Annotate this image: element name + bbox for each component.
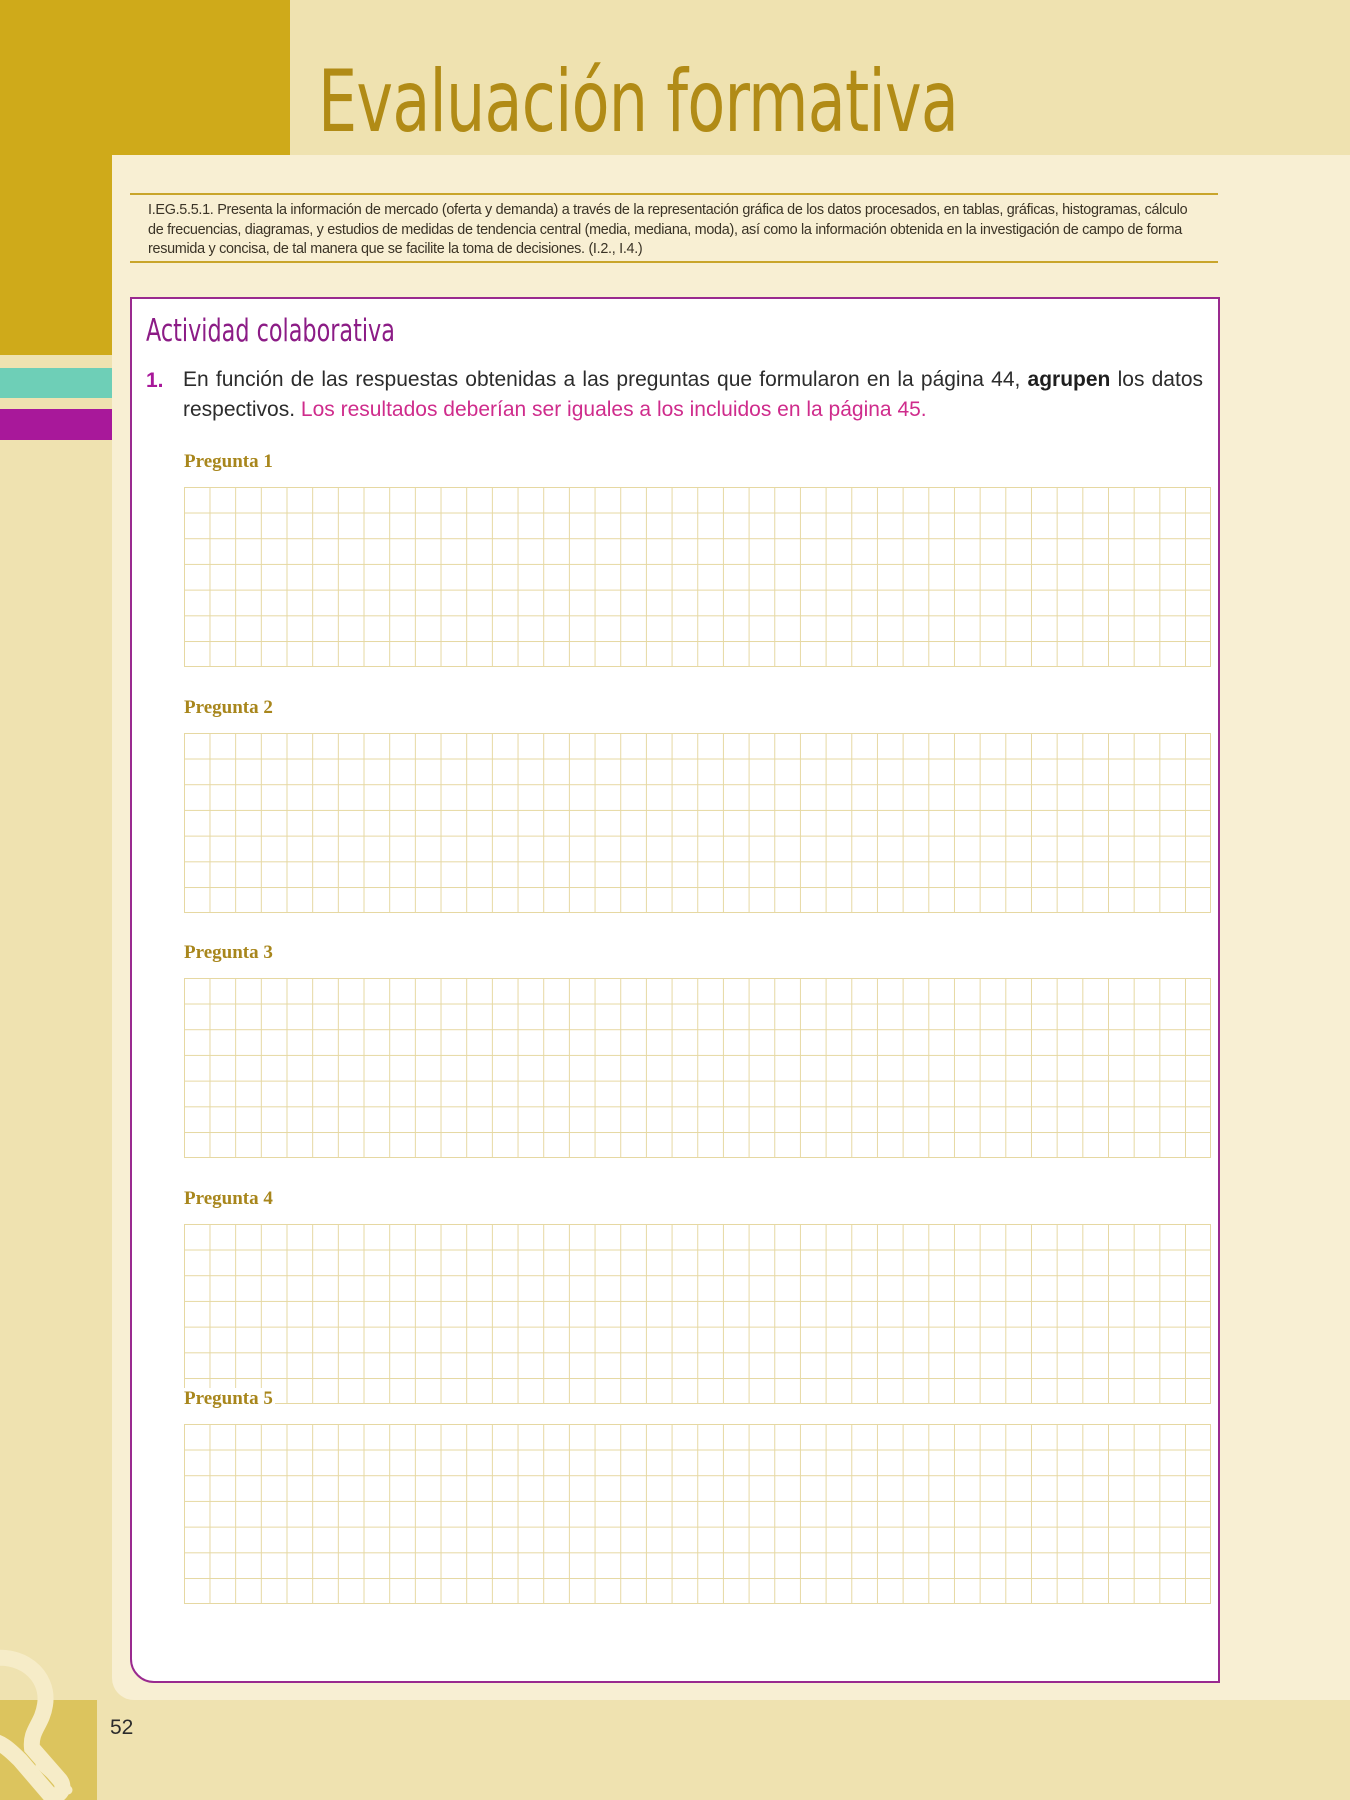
criterion-text: I.EG.5.5.1. Presenta la información de mercado (oferta y demanda) a través de la representación gráfica de los datos procesados, en tablas, gráficas, histogramas, cálculo de frecuencias, diagramas, y estudios de medidas de tendencia central (media, mediana, moda), así como la información obtenida en la investigación de campo de forma resumida y concisa, de tal manera que se facilite la toma de decisiones. (I.2., I.4.)	[148, 202, 1188, 257]
page-title: Evaluación formativa	[318, 52, 959, 152]
teal-accent-bar	[0, 368, 112, 398]
grid-label-3: Pregunta 3	[184, 942, 273, 963]
grid-label-1: Pregunta 1	[184, 451, 273, 472]
lightbulb-icon	[0, 1630, 100, 1800]
evaluation-criterion	[130, 193, 1218, 263]
magenta-accent-bar	[0, 409, 112, 440]
question-keyword: agrupen	[1027, 368, 1111, 391]
grid-label-4: Pregunta 4	[184, 1188, 273, 1209]
grid-label-2: Pregunta 2	[184, 697, 273, 718]
question-text-part: los datos respectivos.	[183, 368, 1203, 421]
question-text	[183, 365, 1203, 425]
answer-grid-5[interactable]	[184, 1424, 1211, 1604]
grid-label-5: Pregunta 5	[184, 1388, 273, 1409]
question-text-part: En función de las respuestas obtenidas a las preguntas que formularon en la página 44,	[183, 368, 1021, 391]
question-number: 1.	[146, 369, 164, 392]
answer-text: Los resultados deberían ser iguales a los incluidos en la página 45.	[300, 398, 927, 421]
activity-title: Actividad colaborativa	[146, 313, 395, 349]
answer-grid-3[interactable]	[184, 978, 1211, 1158]
answer-grid-1[interactable]	[184, 487, 1211, 667]
page-number: 52	[110, 1716, 134, 1739]
answer-grid-2[interactable]	[184, 733, 1211, 913]
activity-card	[130, 297, 1220, 1683]
answer-grid-4[interactable]	[184, 1224, 1211, 1404]
